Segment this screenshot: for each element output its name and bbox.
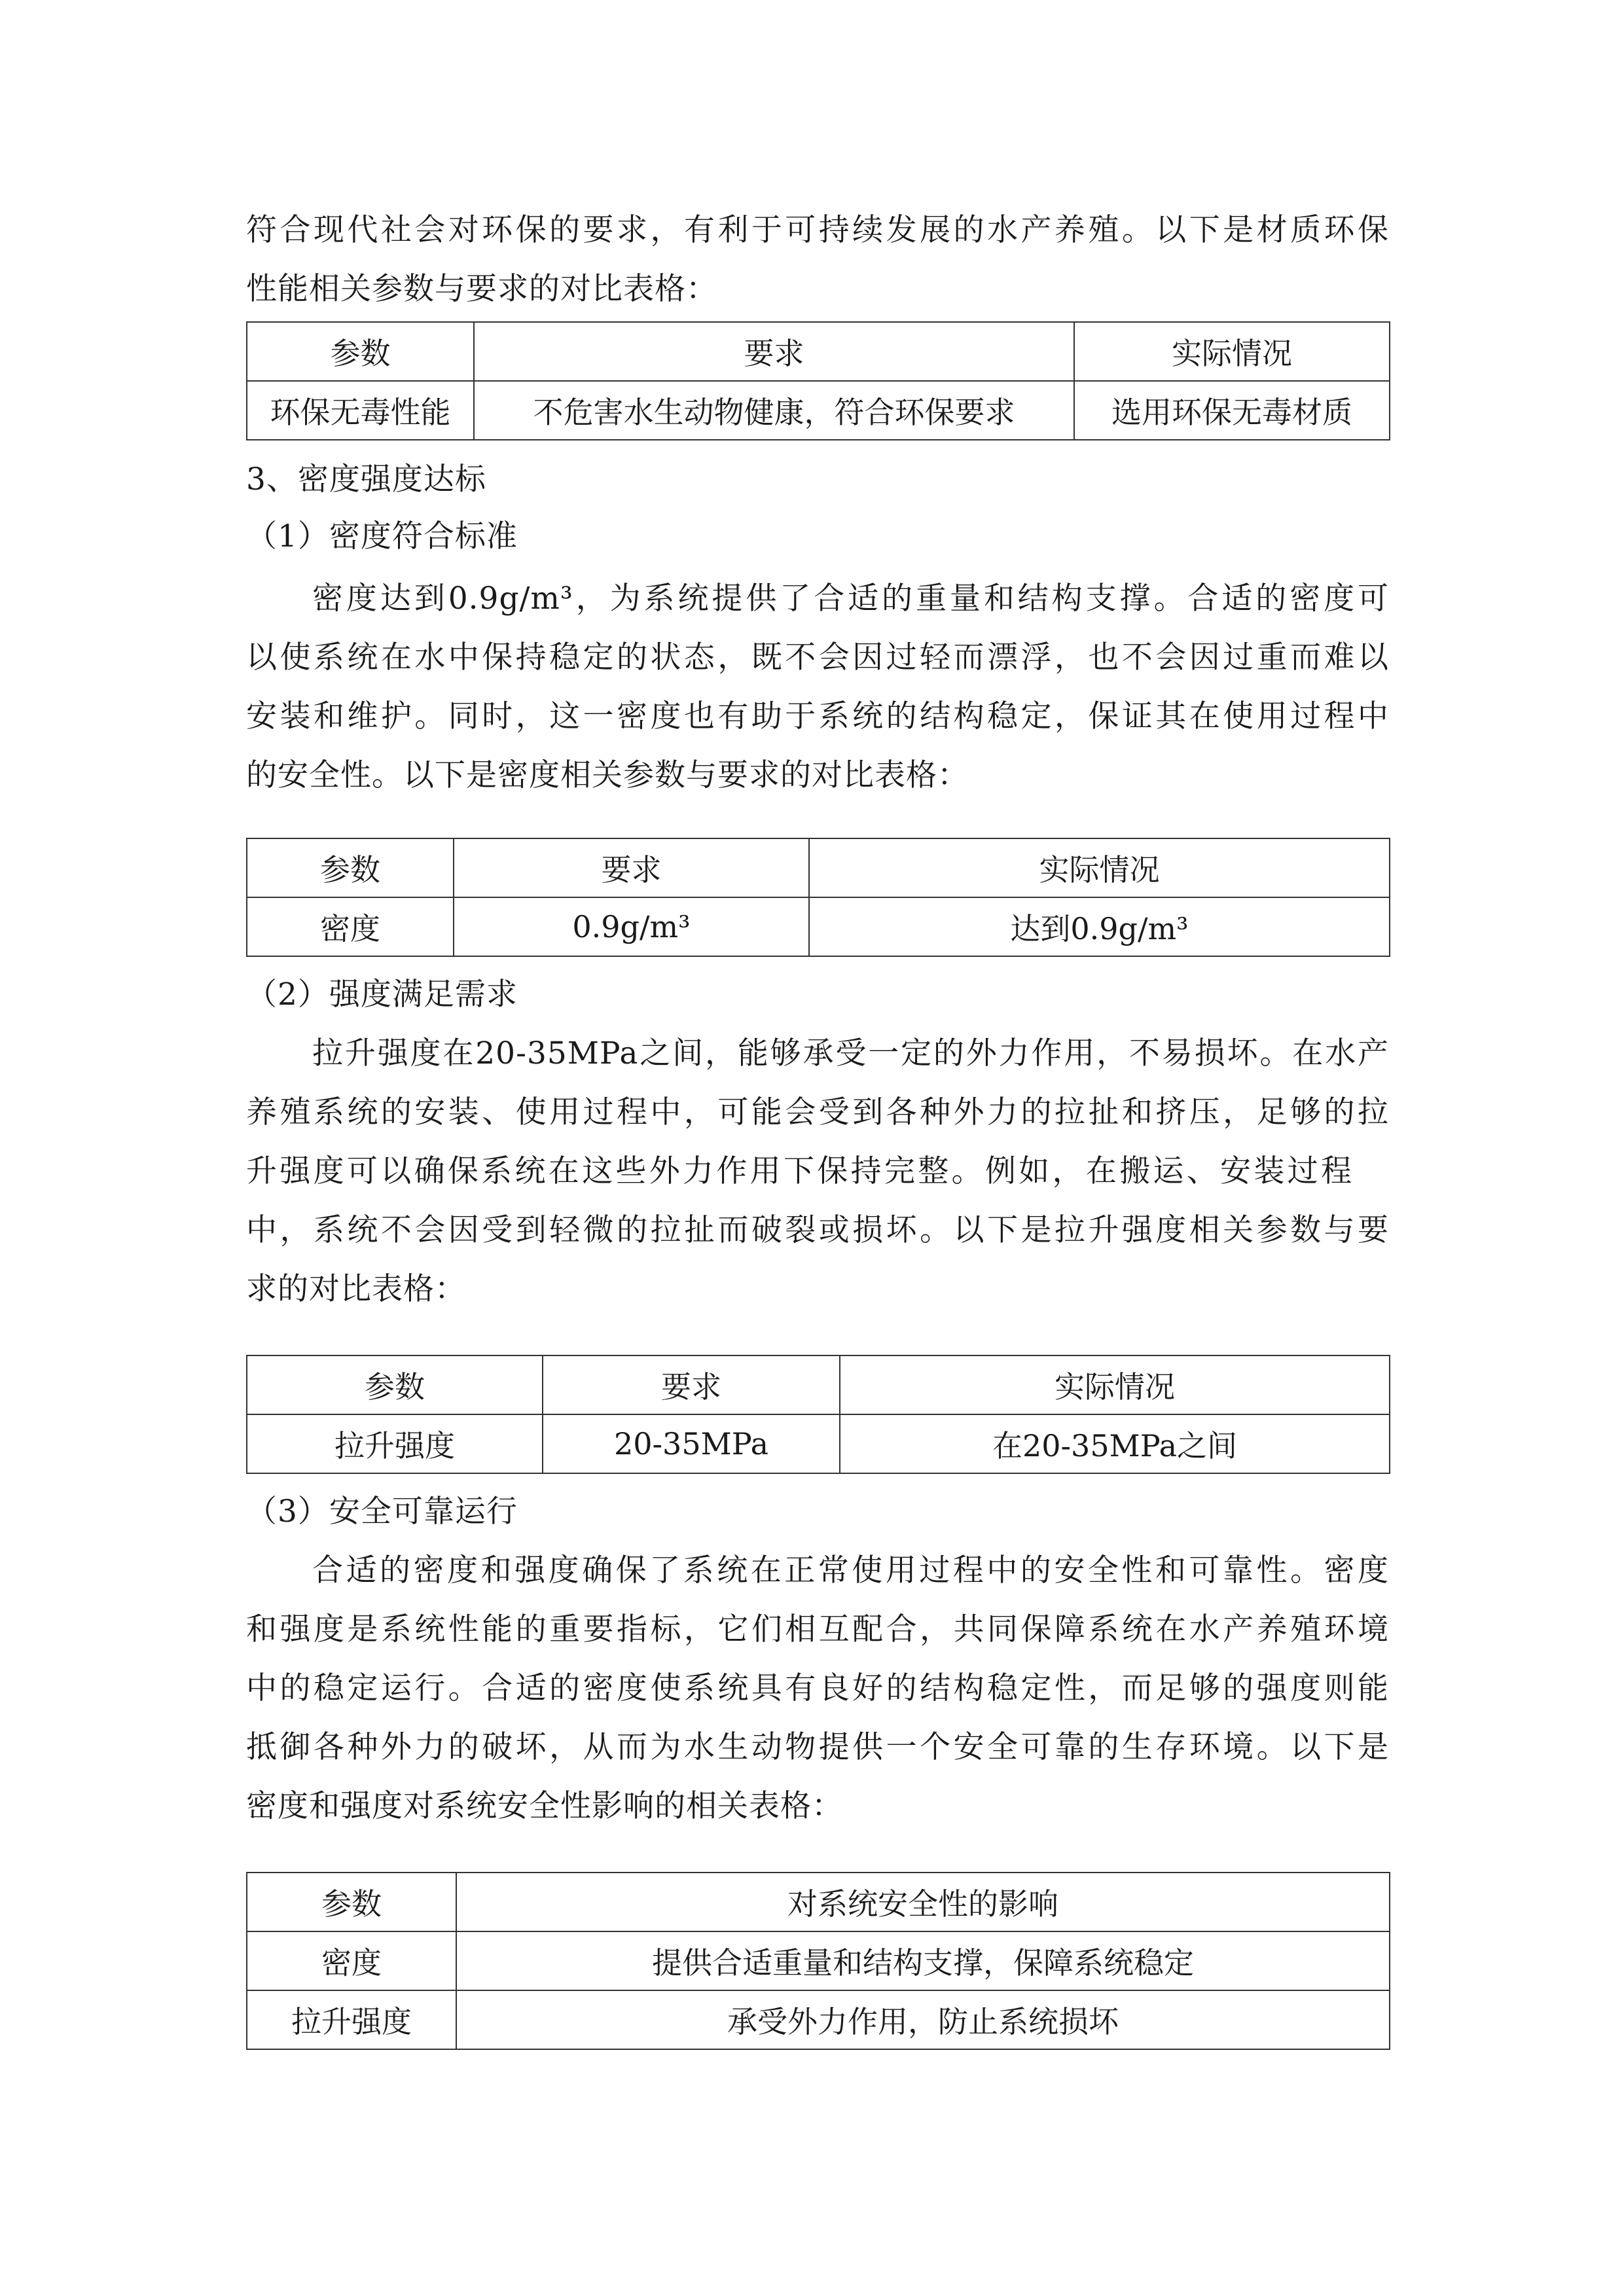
table-cell: 承受外力作用，防止系统损坏 bbox=[456, 1990, 1390, 2049]
table-row bbox=[247, 1414, 1390, 1473]
strength-comparison-table bbox=[246, 1355, 1390, 1474]
subsection-heading-density: （1）密度符合标准 bbox=[246, 518, 518, 554]
table-cell: 拉升强度 bbox=[247, 1990, 456, 2049]
table-header-cell: 参数 bbox=[247, 322, 474, 381]
table-cell: 0.9g/m³ bbox=[454, 897, 809, 956]
density-paragraph-line: 的安全性。以下是密度相关参数与要求的对比表格： bbox=[246, 757, 969, 793]
table-cell: 20-35MPa bbox=[543, 1414, 840, 1473]
safety-paragraph-line: 合适的密度和强度确保了系统在正常使用过程中的安全性和可靠性。密度 bbox=[312, 1552, 1389, 1588]
eco-comparison-table bbox=[246, 321, 1390, 440]
safety-paragraph-line: 中的稳定运行。合适的密度使系统具有良好的结构稳定性，而足够的强度则能 bbox=[246, 1670, 1389, 1706]
subsection-heading-strength: （2）强度满足需求 bbox=[246, 977, 518, 1013]
table-cell: 不危害水生动物健康，符合环保要求 bbox=[474, 381, 1074, 440]
table-row bbox=[247, 897, 1390, 956]
table-cell: 密度 bbox=[247, 897, 454, 956]
table-row bbox=[247, 1931, 1390, 1990]
section-heading: 3、密度强度达标 bbox=[246, 461, 486, 497]
table-row bbox=[247, 381, 1390, 440]
strength-paragraph-line: 升强度可以确保系统在这些外力作用下保持完整。例如，在搬运、安装过程 bbox=[246, 1153, 1352, 1189]
table-cell: 拉升强度 bbox=[247, 1414, 543, 1473]
table-cell: 环保无毒性能 bbox=[247, 381, 474, 440]
strength-paragraph-line: 拉升强度在20-35MPa之间，能够承受一定的外力作用，不易损坏。在水产 bbox=[312, 1035, 1389, 1071]
intro-line-1: 符合现代社会对环保的要求，有利于可持续发展的水产养殖。以下是材质环保 bbox=[246, 212, 1389, 248]
table-header-cell: 实际情况 bbox=[840, 1355, 1390, 1414]
table-header-row bbox=[247, 1355, 1390, 1414]
strength-paragraph-line: 中，系统不会因受到轻微的拉扯而破裂或损坏。以下是拉升强度相关参数与要 bbox=[246, 1212, 1389, 1248]
table-row bbox=[247, 1990, 1390, 2049]
table-header-row bbox=[247, 838, 1390, 897]
table-header-cell: 参数 bbox=[247, 1355, 543, 1414]
table-header-cell: 参数 bbox=[247, 838, 454, 897]
table-cell: 选用环保无毒材质 bbox=[1074, 381, 1390, 440]
table-header-cell: 对系统安全性的影响 bbox=[456, 1873, 1390, 1931]
table-cell: 密度 bbox=[247, 1931, 456, 1990]
subsection-heading-safety: （3）安全可靠运行 bbox=[246, 1494, 518, 1530]
density-comparison-table bbox=[246, 838, 1390, 957]
safety-paragraph-line: 密度和强度对系统安全性影响的相关表格： bbox=[246, 1788, 843, 1824]
table-header-row bbox=[247, 1873, 1390, 1931]
density-paragraph-line: 密度达到0.9g/m³，为系统提供了合适的重量和结构支撑。合适的密度可 bbox=[312, 581, 1389, 617]
table-cell: 提供合适重量和结构支撑，保障系统稳定 bbox=[456, 1931, 1390, 1990]
table-header-cell: 要求 bbox=[543, 1355, 840, 1414]
density-paragraph-line: 以使系统在水中保持稳定的状态，既不会因过轻而漂浮，也不会因过重而难以 bbox=[246, 639, 1389, 675]
table-header-cell: 要求 bbox=[454, 838, 809, 897]
strength-paragraph-line: 养殖系统的安装、使用过程中，可能会受到各种外力的拉扯和挤压，足够的拉 bbox=[246, 1094, 1389, 1130]
safety-paragraph-line: 和强度是系统性能的重要指标，它们相互配合，共同保障系统在水产养殖环境 bbox=[246, 1611, 1389, 1647]
table-header-cell: 实际情况 bbox=[809, 838, 1390, 897]
table-cell: 在20-35MPa之间 bbox=[840, 1414, 1390, 1473]
intro-line-2: 性能相关参数与要求的对比表格： bbox=[246, 271, 717, 307]
safety-impact-table bbox=[246, 1872, 1390, 2050]
table-header-cell: 参数 bbox=[247, 1873, 456, 1931]
table-cell: 达到0.9g/m³ bbox=[809, 897, 1390, 956]
table-header-cell: 要求 bbox=[474, 322, 1074, 381]
table-header-cell: 实际情况 bbox=[1074, 322, 1390, 381]
density-paragraph-line: 安装和维护。同时，这一密度也有助于系统的结构稳定，保证其在使用过程中 bbox=[246, 698, 1389, 734]
safety-paragraph-line: 抵御各种外力的破坏，从而为水生动物提供一个安全可靠的生存环境。以下是 bbox=[246, 1729, 1389, 1765]
table-header-row bbox=[247, 322, 1390, 381]
strength-paragraph-line: 求的对比表格： bbox=[246, 1271, 466, 1307]
